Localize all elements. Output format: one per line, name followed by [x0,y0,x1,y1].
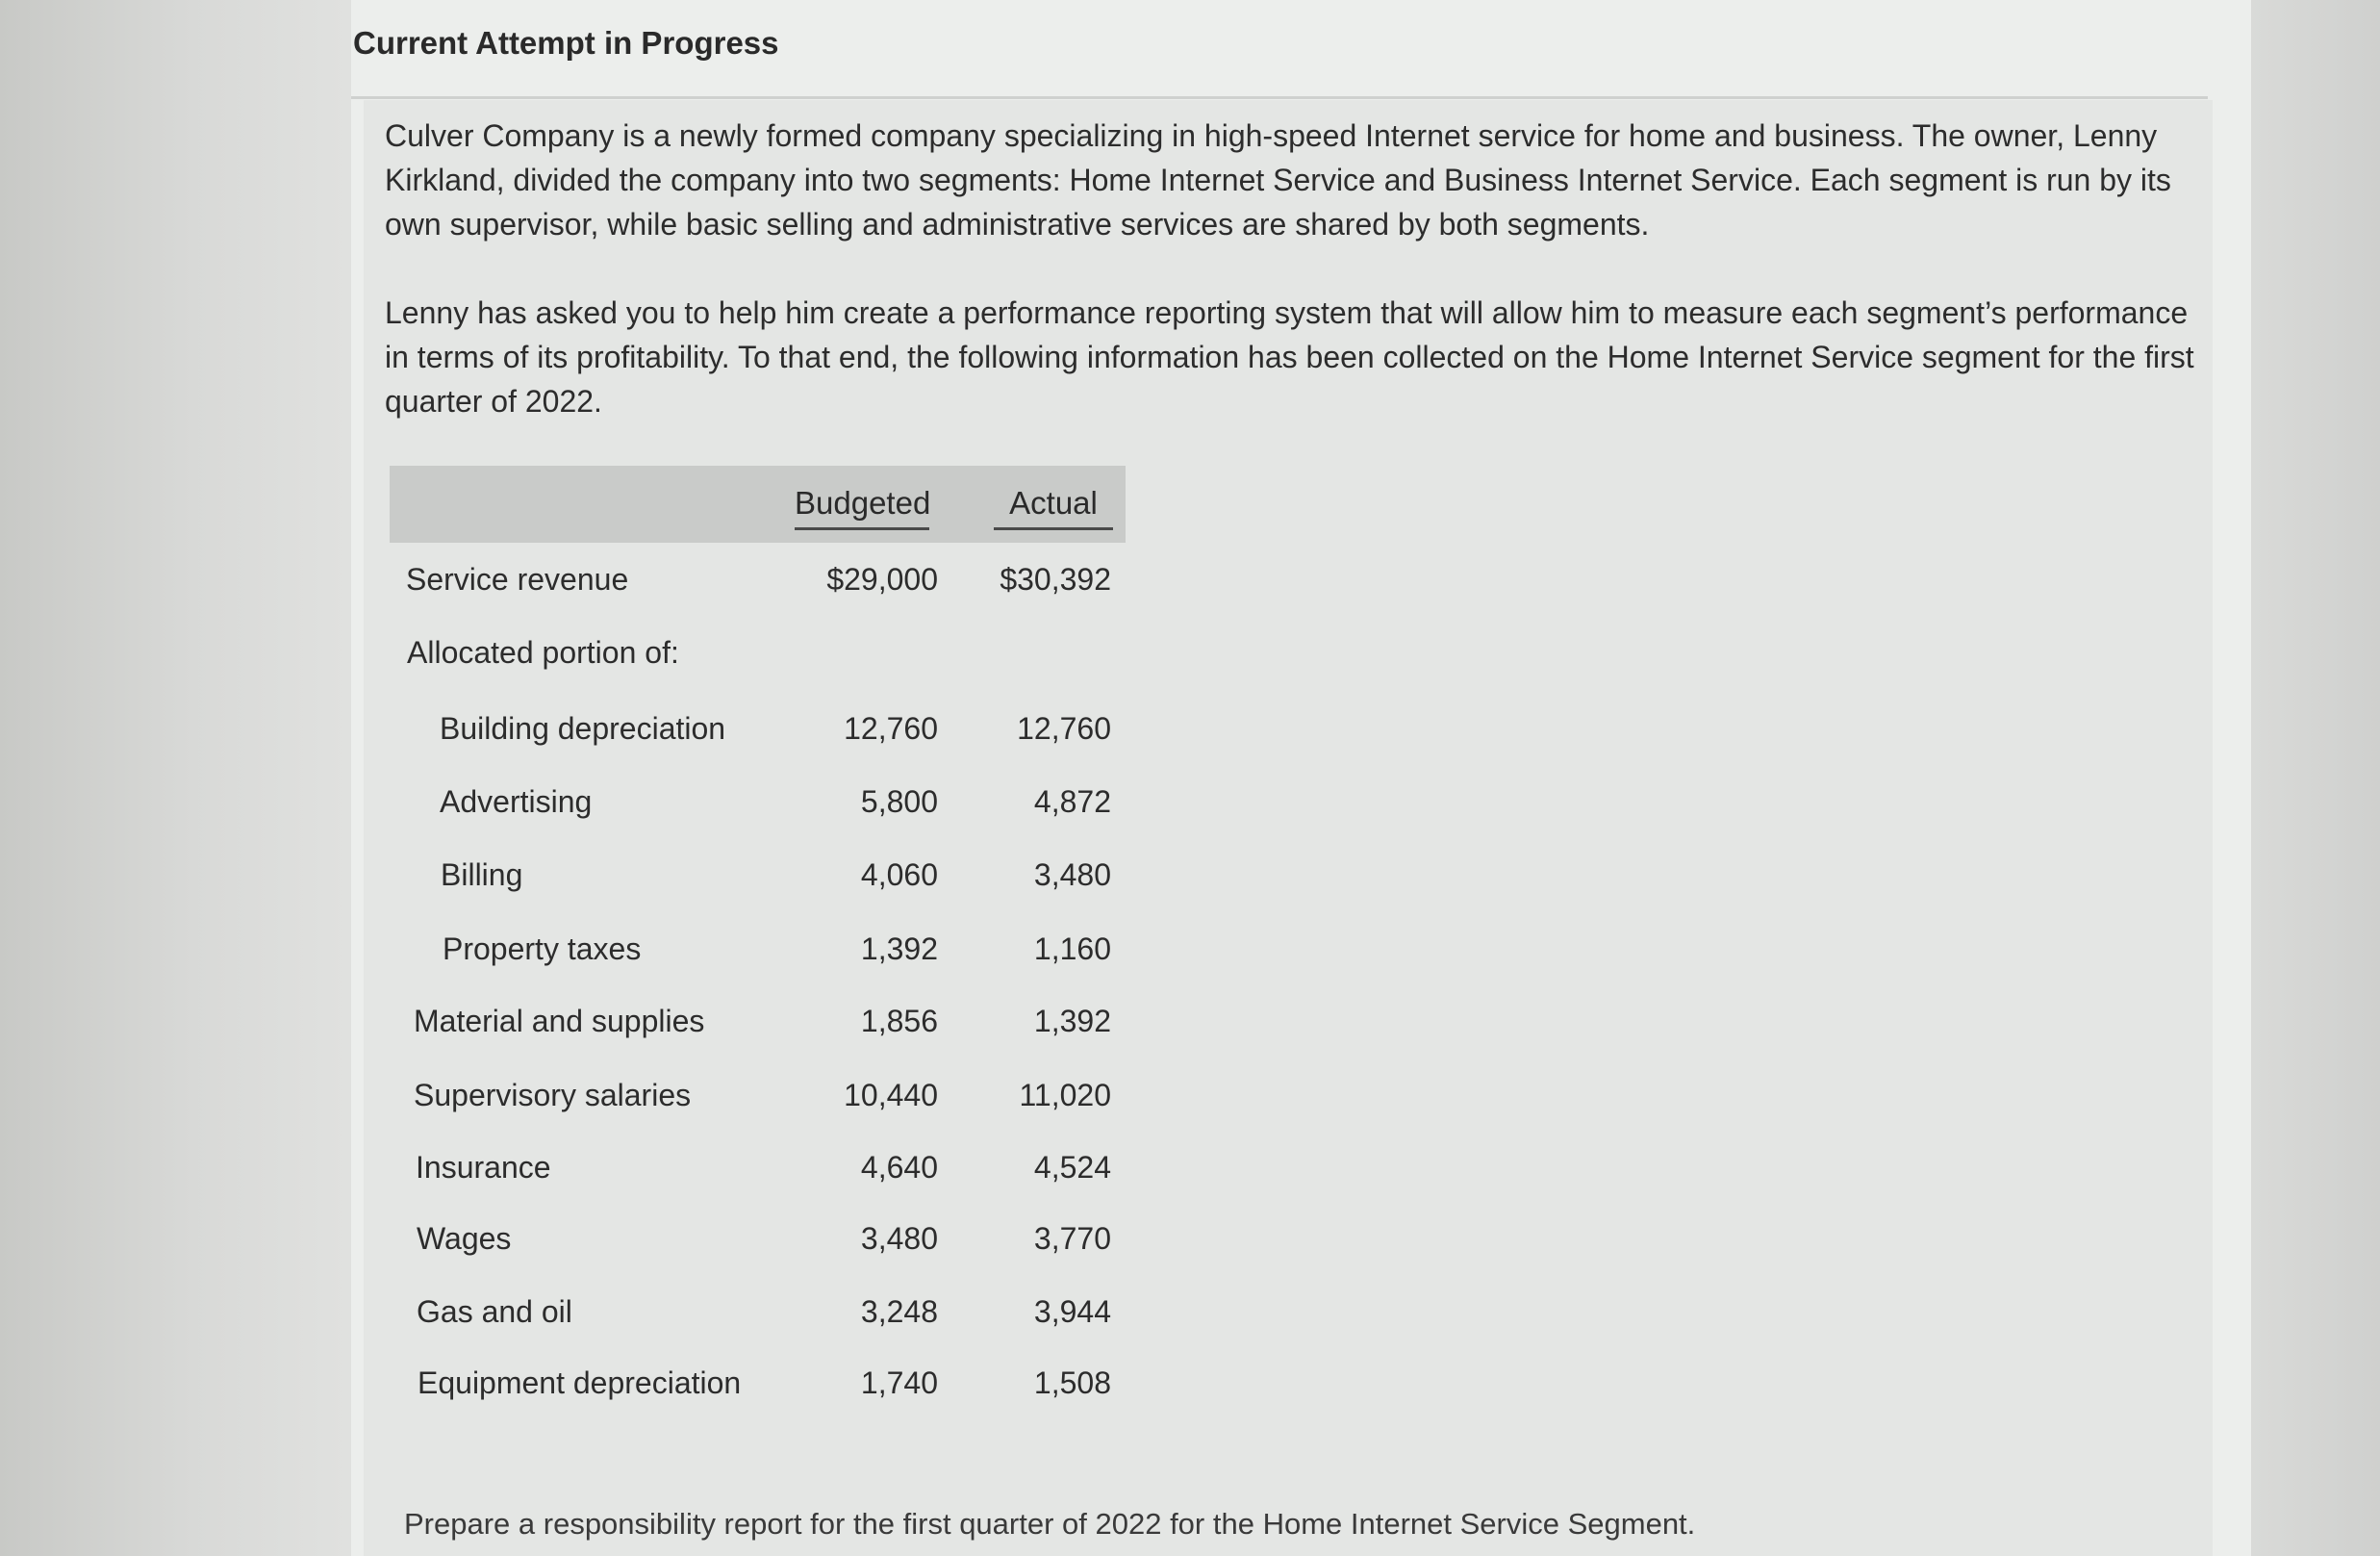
actual-value: 3,480 [1033,857,1111,892]
column-header-actual: Actual [994,485,1113,530]
table-row [390,1078,1126,1126]
table-row [390,1294,1126,1342]
table-row [390,1150,1126,1198]
table-row [390,562,1126,610]
actual-value: 3,944 [1033,1294,1111,1329]
table-row [390,784,1126,832]
row-label: Gas and oil [417,1294,572,1329]
problem-paragraph-1: Culver Company is a newly formed company specializing in high-speed Internet service for home and business. The owner, Lenny Kirkland, divided the company into two segments: Home Internet Service and Business Internet Service. Each segment is run by its own supervisor, while basic selling and administrative services are shared by both segments. [385,118,2171,242]
budgeted-value: 5,800 [860,784,938,819]
header-divider [351,96,2208,99]
problem-paragraph-2: Lenny has asked you to help him create a performance reporting system that will allow him to measure each segment’s performance in terms of its profitability. To that end, the following information has been collected on the Home Internet Service segment for the first quarter of 2022. [385,295,2194,419]
budgeted-value: 1,856 [860,1004,938,1038]
budgeted-value: 12,760 [844,711,938,746]
budgeted-value: $29,000 [826,562,938,597]
actual-value: 3,770 [1033,1221,1111,1256]
row-label: Supervisory salaries [414,1078,692,1112]
table-header [390,466,1126,543]
budgeted-value: 1,392 [860,931,938,966]
actual-value: 12,760 [1017,711,1111,746]
table-row [390,1004,1126,1052]
row-label: Insurance [416,1150,551,1185]
instruction-text: Prepare a responsibility report for the first quarter of 2022 for the Home Internet Service Segment. [404,1507,1696,1541]
row-label: Equipment depreciation [418,1365,742,1400]
table-row [390,1365,1126,1414]
row-label: Property taxes [443,931,642,966]
row-label: Billing [441,857,523,892]
column-header-budgeted: Budgeted [795,485,929,530]
budgeted-value: 3,248 [860,1294,938,1329]
table-row [390,1221,1126,1269]
actual-value: 1,392 [1033,1004,1111,1038]
actual-value: 1,160 [1033,931,1111,966]
actual-value: 4,872 [1033,784,1111,819]
budgeted-value: 4,640 [860,1150,938,1185]
budgeted-value: 4,060 [860,857,938,892]
table-row [390,711,1126,759]
table-row [390,931,1126,980]
row-label: Material and supplies [414,1004,705,1038]
row-label: Wages [417,1221,512,1256]
attempt-status-title: Current Attempt in Progress [353,25,779,61]
budgeted-value: 1,740 [860,1365,938,1400]
row-label: Service revenue [406,562,629,597]
actual-value: 11,020 [1019,1078,1111,1112]
table-row [390,857,1126,906]
table-row [390,635,1126,683]
actual-value: 1,508 [1033,1365,1111,1400]
actual-value: 4,524 [1033,1150,1111,1185]
row-label: Allocated portion of: [407,635,679,670]
actual-value: $30,392 [1000,562,1111,597]
row-label: Building depreciation [440,711,726,746]
row-label: Advertising [440,784,593,819]
budgeted-value: 3,480 [860,1221,938,1256]
budgeted-value: 10,440 [844,1078,938,1112]
